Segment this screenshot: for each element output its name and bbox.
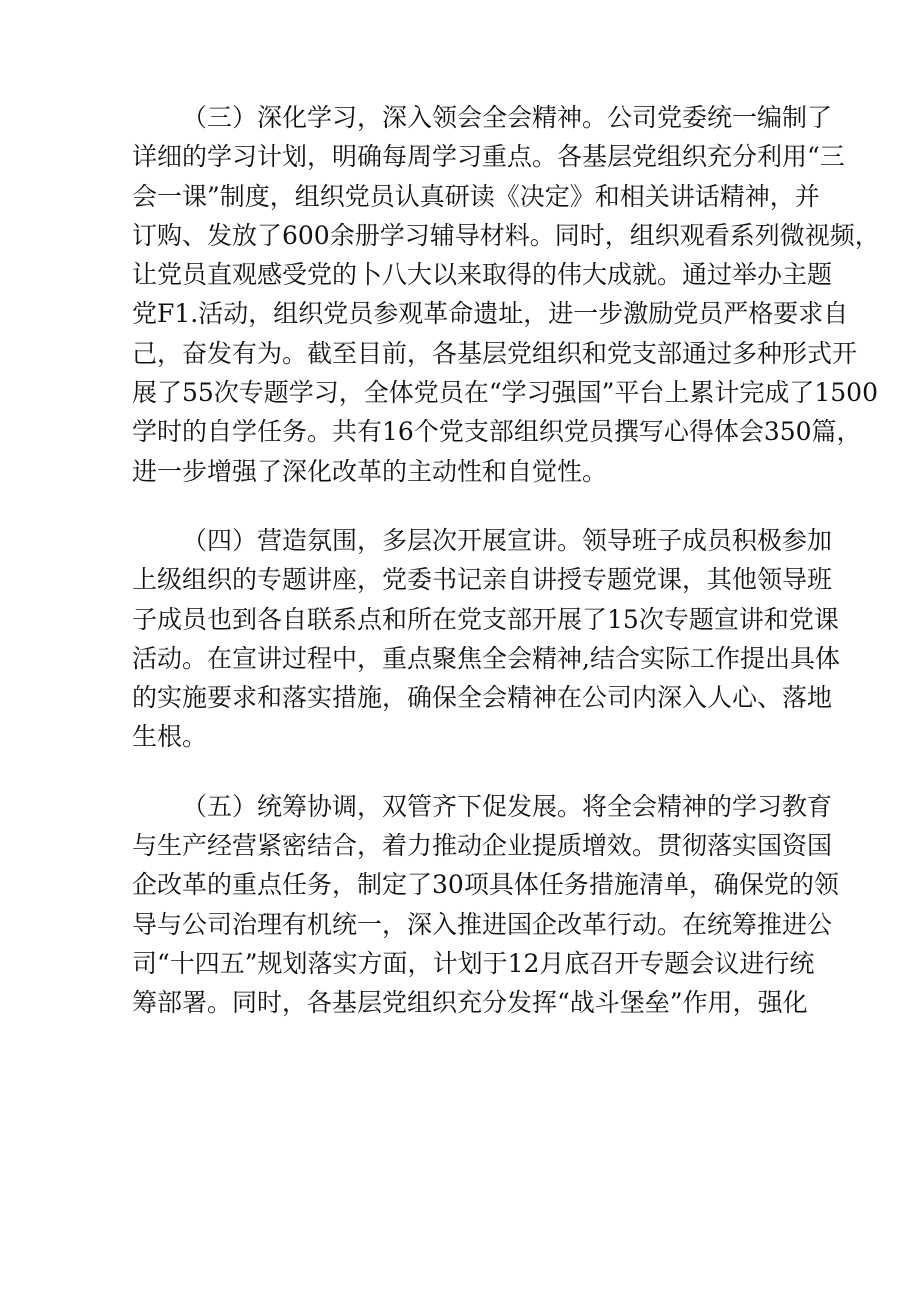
text-line: （四）营造氛围，多层次开展宣讲。领导班子成员积极参加 (182, 525, 833, 555)
text-line: 让党员直观感受党的卜八大以来取得的伟大成就。通过举办主题 (132, 260, 833, 290)
text-line: 进一步增强了深化改革的主动性和自觉性。 (132, 456, 608, 486)
text-line: 导与公司治理有机统一，深入推进国企改革行动。在统筹推进公 (132, 909, 833, 939)
text-line: 展了55次专题学习，全体党员在“学习强国”平台上累计完成了1500 (132, 378, 878, 408)
paragraph-section-four (132, 521, 840, 757)
text-line: 子成员也到各自联系点和所在党支部开展了15次专题宣讲和党课 (132, 604, 839, 634)
document-body (132, 98, 880, 1053)
text-line: 筹部署。同时，各基层党组织充分发挥“战斗堡垒”作用，强化 (132, 988, 808, 1018)
text-line: 司“十四五”规划落实方面，计划于12月底召开专题会议进行统 (132, 948, 815, 978)
text-line: 企改革的重点任务，制定了30项具体任务措施清单，确保党的领 (132, 870, 839, 900)
text-line: 活动。在宣讲过程中，重点聚焦全会精神,结合实际工作提出具体 (132, 643, 840, 673)
paragraph-section-five (132, 787, 839, 1023)
text-line: 生根。 (132, 722, 208, 752)
text-line: 党F1.活动，组织党员参观革命遗址，进一步激励党员严格要求自 (132, 299, 849, 329)
text-line: 详细的学习计划，明确每周学习重点。各基层党组织充分利用“三 (132, 142, 845, 172)
text-line: 学时的自学任务。共有16个党支部组织党员撰写心得体会350篇， (132, 417, 862, 447)
text-line: （五）统筹协调，双管齐下促发展。将全会精神的学习教育 (182, 791, 833, 821)
text-line: 的实施要求和落实措施，确保全会精神在公司内深入人心、落地 (132, 683, 833, 713)
text-line: （三）深化学习，深入领会全会精神。公司党委统一编制了 (182, 103, 833, 132)
text-line: 己，奋发有为。截至目前，各基层党组织和党支部通过多种形式开 (132, 338, 858, 368)
paragraph-section-three (132, 98, 880, 491)
text-line: 与生产经营紧密结合，着力推动企业提质增效。贯彻落实国资国 (132, 831, 833, 861)
text-line: 会一课”制度，组织党员认真研读《决定》和相关讲话精神，并 (132, 181, 820, 211)
text-line: 上级组织的专题讲座，党委书记亲自讲授专题党课，其他领导班 (132, 565, 833, 595)
text-line: 订购、发放了600余册学习辅导材料。同时，组织观看系列微视频， (132, 220, 880, 250)
